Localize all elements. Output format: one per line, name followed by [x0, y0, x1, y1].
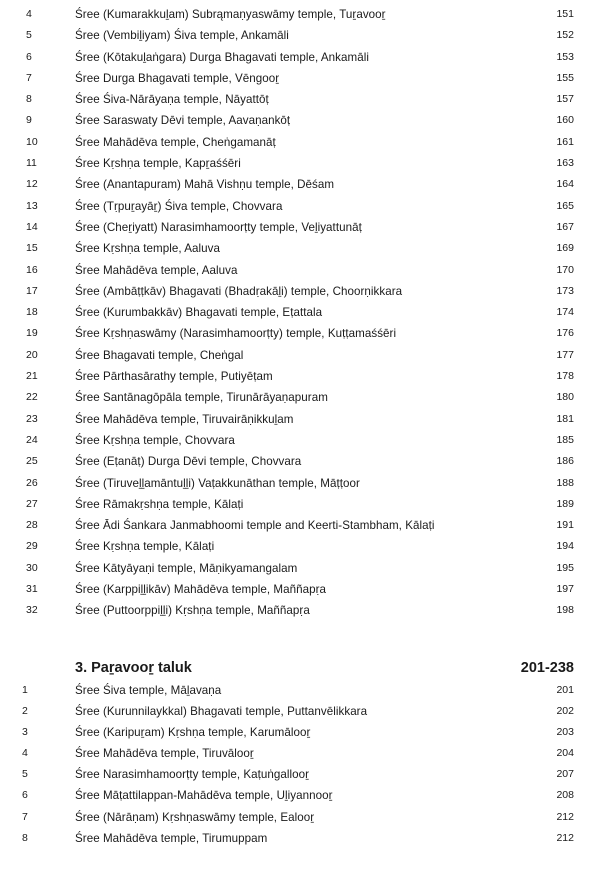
entry-title: Śree Durga Bhagavati temple, Vēngooṟ — [75, 71, 280, 85]
entry-number: 17 — [26, 284, 38, 297]
entry-title: Śree (Kurunnilaykkal) Bhagavati temple, Puttanvēlikkara — [75, 705, 368, 719]
entry-title: Śree Kṛshṇa temple, Kapṟaśśēri — [75, 157, 241, 171]
entry-title: Śree Mahādēva temple, Tirumuppam — [75, 831, 268, 845]
entry-title: Śree Mahādēva temple, Cheṅgamanāṭ — [75, 135, 276, 149]
entry-title: Śree (Karipuṟam) Kṛshṇa temple, Karumālooṟ — [75, 726, 311, 740]
toc-entry — [0, 536, 600, 557]
entry-page-number: 188 — [556, 476, 574, 489]
toc-entry — [0, 785, 600, 806]
toc-entry — [0, 238, 600, 259]
entry-title: Śree Saraswaty Dēvi temple, Aavaṇankōṭ — [75, 114, 291, 128]
toc-entry — [0, 722, 600, 743]
entry-page-number: 155 — [556, 71, 574, 84]
entry-title: Śree (Karppiḻḻikāv) Mahādēva temple, Maññapṛa — [75, 583, 326, 597]
toc-entry — [0, 515, 600, 536]
entry-page-number: 201 — [556, 684, 574, 696]
entry-number: 5 — [26, 29, 32, 42]
entry-number: 13 — [26, 199, 38, 212]
entry-number: 15 — [26, 242, 38, 255]
entry-title: Śree Śiva-Nārāyaṇa temple, Nāyattōṭ — [75, 93, 269, 107]
entry-title: Śree Kātyāyaṇi temple, Māṇikyamangalam — [75, 561, 298, 575]
toc-entry — [0, 4, 600, 25]
entry-page-number: 170 — [556, 263, 574, 276]
entry-page-number: 173 — [556, 284, 574, 297]
toc-entry — [0, 579, 600, 600]
entry-page-number: 189 — [556, 497, 574, 510]
entry-title: Śree (Cheṟiyatt) Narasimhamoorṭty temple, Veḻiyattunāṭ — [75, 220, 362, 234]
entry-number: 12 — [26, 178, 38, 191]
entry-title: Śree Mahādēva temple, Tiruvairāṇikkuḻam — [75, 412, 294, 426]
entry-number: 16 — [26, 263, 38, 276]
entry-number: 32 — [26, 604, 38, 617]
entry-page-number: 152 — [556, 29, 574, 42]
entry-page-number: 185 — [556, 433, 574, 446]
entry-title: Śree Kṛshṇaswāmy (Narasimhamoorṭty) temple, Kuṭṭamaśśēri — [75, 327, 397, 341]
entry-title: Śree (Anantapuram) Mahā Vishṇu temple, Dēśam — [75, 178, 335, 192]
entry-page-number: 207 — [556, 768, 574, 781]
entry-page-number: 151 — [556, 8, 574, 20]
toc-entry — [0, 387, 600, 408]
toc-entry — [0, 743, 600, 764]
entry-number: 20 — [26, 348, 38, 361]
entry-number: 10 — [26, 135, 38, 148]
entry-number: 19 — [26, 327, 38, 340]
entry-number: 18 — [26, 306, 38, 319]
entry-title: Śree (Nārāṇam) Kṛshṇaswāmy temple, Ealooṟ — [75, 810, 315, 824]
entry-page-number: 212 — [556, 831, 574, 844]
entry-title: Śree Rāmakṛshṇa temple, Kālaṭi — [75, 497, 244, 511]
entry-number: 6 — [22, 789, 28, 802]
entry-title: Śree (Kōtakuḻaṅgara) Durga Bhagavati temple, Ankamāli — [75, 50, 369, 64]
entry-title: Śree Bhagavati temple, Cheṅgal — [75, 348, 244, 362]
entry-page-number: 176 — [556, 327, 574, 340]
entry-title: Śree (Tiruveḻḻamāntuḻḻi) Vaṭakkunāthan temple, Māṭṭoor — [75, 476, 360, 490]
toc-entry — [0, 494, 600, 515]
entry-page-number: 186 — [556, 455, 574, 468]
toc-entry — [0, 764, 600, 785]
entry-page-number: 203 — [556, 726, 574, 739]
entry-number: 8 — [22, 831, 28, 844]
entry-number: 25 — [26, 455, 38, 468]
entry-number: 21 — [26, 370, 38, 383]
entry-page-number: 157 — [556, 93, 574, 106]
toc-entry — [0, 366, 600, 387]
entry-page-number: 191 — [556, 519, 574, 532]
entry-page-number: 208 — [556, 789, 574, 802]
entry-title: Śree Kṛshṇa temple, Chovvara — [75, 433, 235, 447]
toc-entry — [0, 174, 600, 195]
entry-number: 9 — [26, 114, 32, 127]
entry-title: Śree Pārthasārathy temple, Putiyēṭam — [75, 370, 273, 384]
entry-number: 1 — [22, 684, 28, 696]
entry-page-number: 169 — [556, 242, 574, 255]
entry-page-number: 164 — [556, 178, 574, 191]
entry-page-number: 198 — [556, 604, 574, 617]
entry-number: 8 — [26, 93, 32, 106]
entry-number: 27 — [26, 497, 38, 510]
toc-entry — [0, 473, 600, 494]
entry-page-number: 212 — [556, 810, 574, 823]
toc-entry — [0, 25, 600, 46]
entry-number: 23 — [26, 412, 38, 425]
section-heading — [0, 656, 600, 680]
toc-entry — [0, 345, 600, 366]
entry-number: 14 — [26, 220, 38, 233]
section-3-entry-list — [0, 680, 600, 849]
entry-page-number: 197 — [556, 583, 574, 596]
entry-page-number: 163 — [556, 157, 574, 170]
entry-number: 7 — [26, 71, 32, 84]
entry-title: Śree Narasimhamoorṭty temple, Kaṭuṅgallooṟ — [75, 768, 310, 782]
entry-title: Śree (Vembiḻiyam) Śiva temple, Ankamāli — [75, 29, 289, 43]
toc-entry — [0, 68, 600, 89]
toc-entry — [0, 132, 600, 153]
toc-entry — [0, 302, 600, 323]
toc-entry — [0, 701, 600, 722]
toc-entry — [0, 110, 600, 131]
section-2-entry-list — [0, 4, 600, 622]
entry-page-number: 174 — [556, 306, 574, 319]
entry-number: 6 — [26, 50, 32, 63]
entry-page-number: 181 — [556, 412, 574, 425]
entry-number: 24 — [26, 433, 38, 446]
entry-number: 4 — [26, 8, 32, 20]
entry-title: Śree (Eṭanāṭ) Durga Dēvi temple, Chovvara — [75, 455, 302, 469]
entry-page-number: 167 — [556, 220, 574, 233]
entry-number: 11 — [26, 157, 37, 170]
entry-title: Śree (Puttoorppiḻḻi) Kṛshṇa temple, Maññapṛa — [75, 604, 310, 618]
entry-page-number: 194 — [556, 540, 574, 553]
toc-entry — [0, 558, 600, 579]
toc-entry — [0, 47, 600, 68]
entry-number: 22 — [26, 391, 38, 404]
entry-number: 26 — [26, 476, 38, 489]
toc-entry — [0, 89, 600, 110]
entry-page-number: 180 — [556, 391, 574, 404]
toc-entry — [0, 409, 600, 430]
entry-page-number: 160 — [556, 114, 574, 127]
entry-title: Śree Kṛshṇa temple, Kālaṭi — [75, 540, 215, 554]
entry-page-number: 195 — [556, 561, 574, 574]
toc-entry — [0, 323, 600, 344]
toc-entry — [0, 281, 600, 302]
toc-entry — [0, 217, 600, 238]
entry-number: 4 — [22, 747, 28, 760]
toc-entry — [0, 260, 600, 281]
entry-page-number: 204 — [556, 747, 574, 760]
entry-number: 3 — [22, 726, 28, 739]
entry-page-number: 177 — [556, 348, 574, 361]
toc-entry — [0, 807, 600, 828]
entry-title: Śree Mahādēva temple, Tiruvālooṟ — [75, 747, 254, 761]
entry-number: 5 — [22, 768, 28, 781]
section-page-range: 201-238 — [520, 660, 574, 676]
toc-entry — [0, 153, 600, 174]
section-title: 3. Paṟavooṟ taluk — [75, 660, 192, 676]
entry-page-number: 161 — [556, 135, 574, 148]
entry-number: 29 — [26, 540, 38, 553]
entry-page-number: 202 — [556, 705, 574, 718]
entry-title: Śree Mahādēva temple, Aaluva — [75, 263, 238, 277]
entry-number: 2 — [22, 705, 28, 718]
entry-page-number: 165 — [556, 199, 574, 212]
toc-entry — [0, 600, 600, 621]
entry-page-number: 153 — [556, 50, 574, 63]
entry-title: Śree Ādi Śankara Janmabhoomi temple and Keerti-Stambham, Kālaṭi — [75, 519, 435, 533]
toc-entry — [0, 828, 600, 849]
entry-title: Śree Śiva temple, Māḻavaṇa — [75, 684, 222, 697]
entry-title: Śree Māṭattilappan-Mahādēva temple, Uḻiyannooṟ — [75, 789, 333, 803]
entry-title: Śree (Tṛpuṟayāṟ) Śiva temple, Chovvara — [75, 199, 283, 213]
entry-title: Śree (Ambāṭṭkāv) Bhagavati (Bhadṛakāḻi) temple, Choorṇikkara — [75, 284, 403, 298]
entry-number: 28 — [26, 519, 38, 532]
entry-page-number: 178 — [556, 370, 574, 383]
entry-number: 30 — [26, 561, 38, 574]
toc-entry — [0, 680, 600, 701]
toc-entry — [0, 196, 600, 217]
entry-title: Śree (Kumarakkuḻam) Subrąmaṇyaswāmy temple, Tuṟavooṟ — [75, 8, 386, 21]
entry-number: 7 — [22, 810, 28, 823]
entry-title: Śree Santānagōpāla temple, Tirunārāyaṇapuram — [75, 391, 328, 405]
toc-entry — [0, 451, 600, 472]
entry-number: 31 — [26, 583, 38, 596]
entry-title: Śree (Kurumbakkāv) Bhagavati temple, Eṭattala — [75, 306, 323, 320]
entry-title: Śree Kṛshṇa temple, Aaluva — [75, 242, 221, 256]
toc-entry — [0, 430, 600, 451]
